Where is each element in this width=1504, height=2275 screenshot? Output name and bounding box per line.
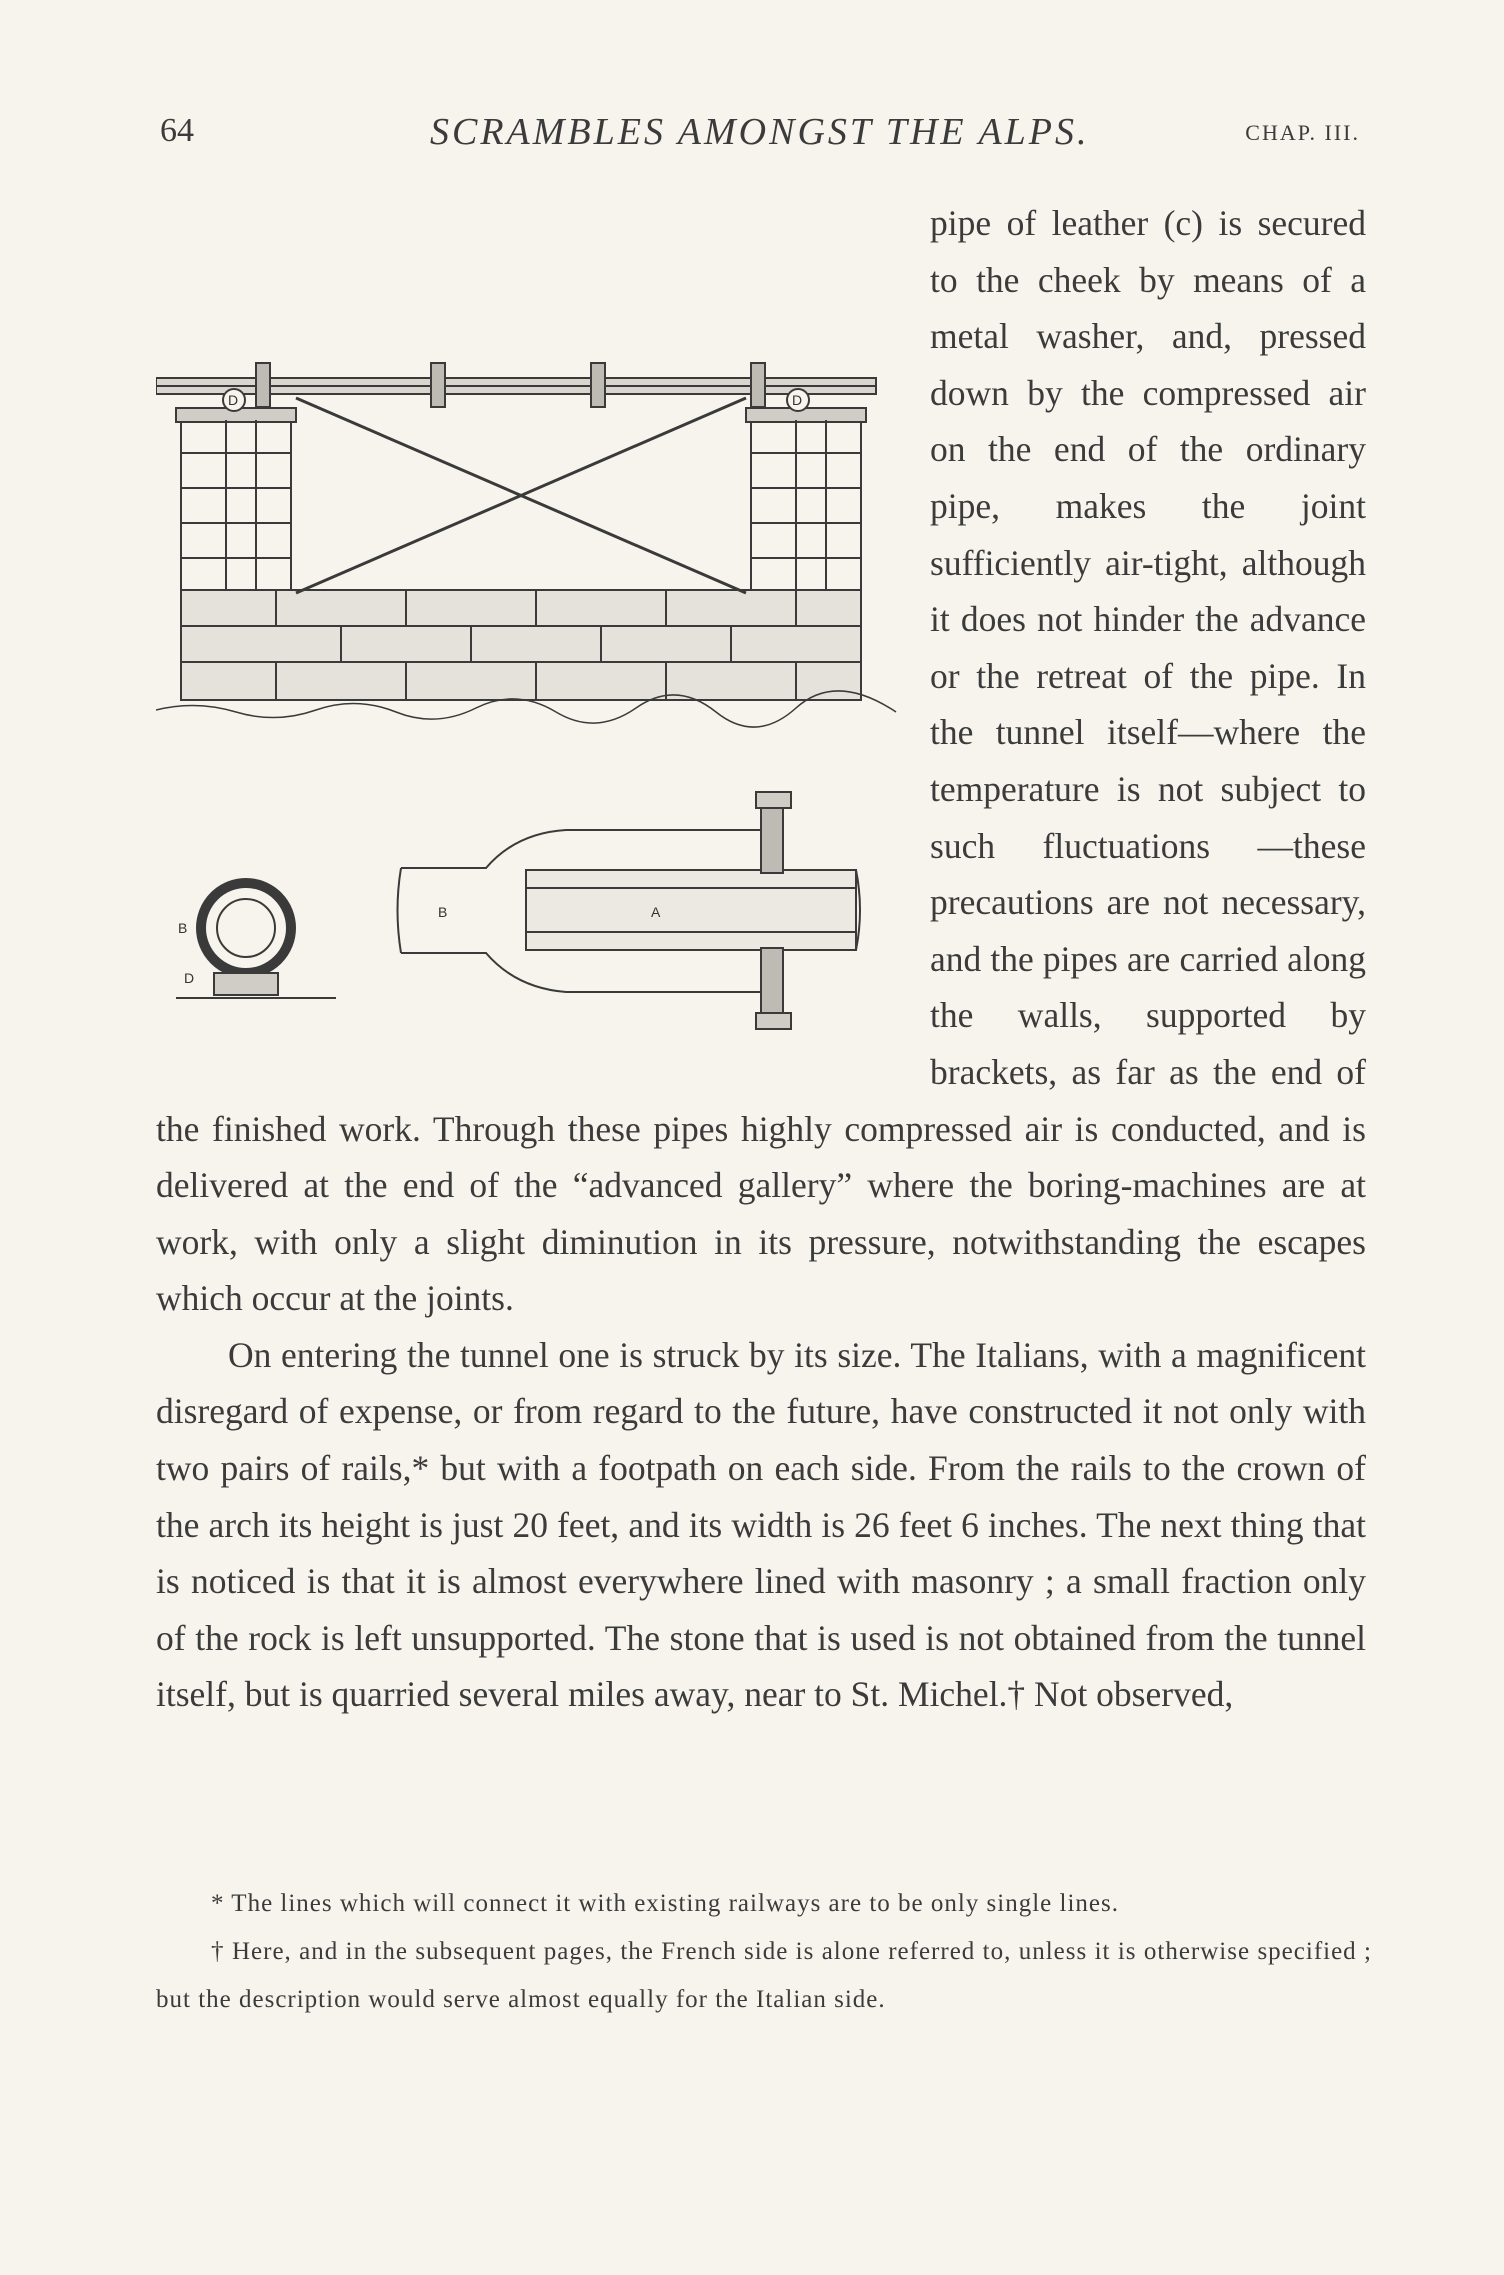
chapter-label: CHAP. III. — [1245, 120, 1360, 145]
inner-pipe — [526, 870, 856, 950]
right-pier — [751, 420, 861, 590]
outer-pipe-lower — [401, 953, 776, 992]
pipe-joint-drawing — [398, 792, 861, 1029]
running-head — [160, 112, 1360, 162]
footnote: † Here, and in the subsequent pages, the French side is alone referred to, unless it is otherwise specified ; but the description would serve almost equally for the Italian side. — [156, 1938, 1372, 2013]
footnote: * The lines which will connect it with existing railways are to be only single lines. — [211, 1890, 1119, 1917]
pipe-ring — [201, 883, 291, 973]
label-d-small: D — [184, 970, 195, 986]
label-d-right: D — [792, 392, 803, 408]
label-b-pipe: B — [438, 904, 448, 920]
outer-pipe-upper — [401, 830, 776, 868]
base-wall — [181, 590, 861, 700]
label-a-pipe: A — [651, 904, 661, 920]
main-text — [156, 195, 1366, 1723]
page-number: 64 — [160, 112, 194, 149]
masonry-support-drawing — [156, 363, 896, 727]
book-title: SCRAMBLES AMONGST THE ALPS. — [430, 111, 1090, 153]
label-d-left: D — [228, 392, 239, 408]
label-b-small: B — [178, 920, 188, 936]
pipe-section-drawing — [176, 883, 336, 998]
paragraph: pipe of leather (c) is secured to the cheek by means of a metal washer, and, pressed down by the compressed air on the end of the ordinary pipe, makes the joint sufficiently air-tight, although it does not hinder the advance or the retreat of the pipe. In the tunnel itself—where the temperature is not subject to such fluctuations —these precautions are not necessary, and the pipes are carried along the walls, supported by brackets, as far as the end of the finished work. Through these pipes highly compressed air is conducted, and is delivered at the end of the “advanced gallery” where the boring-machines are at work, with only a slight diminution in its pressure, notwithstanding the escapes which occur at the joints. — [156, 203, 1366, 1319]
left-pier — [181, 420, 291, 590]
footnotes — [156, 1880, 1372, 2024]
pipe-joint-illustration — [156, 308, 916, 1095]
paragraph: On entering the tunnel one is struck by its size. The Italians, with a magnificent disregard of expense, or from regard to the future, have constructed it not only with two pairs of rails,* but with a footpath on each side. From the rails to the crown of the arch its height is just 20 feet, and its width is 26 feet 6 inches. The next thing that is noticed is that it is almost everywhere lined with masonry ; a small fraction only of the rock is left unsupported. The stone that is used is not obtained from the tunnel itself, but is quarried several miles away, near to St. Michel.† Not observed, — [156, 1334, 1366, 1715]
